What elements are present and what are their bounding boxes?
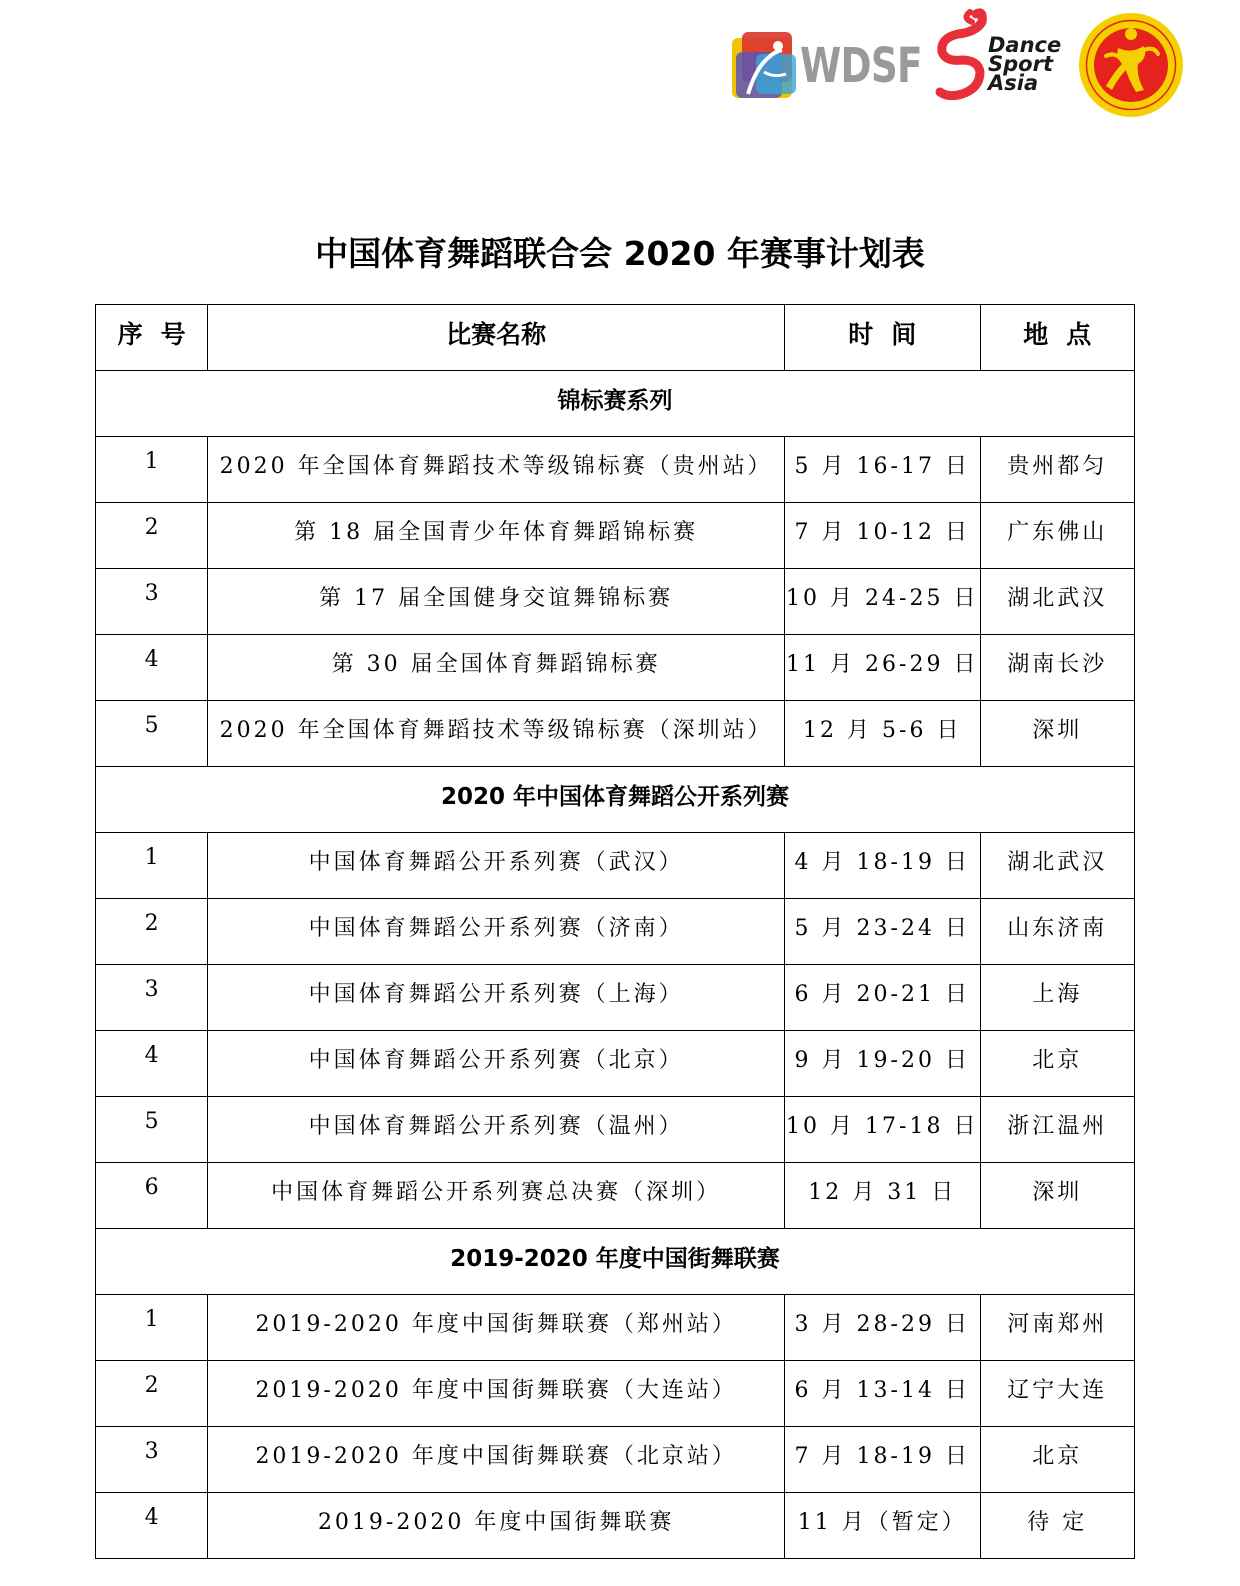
- cell-no: [96, 1493, 208, 1559]
- cell-name: [208, 1493, 785, 1559]
- cell-no: [96, 635, 208, 701]
- cell-place: [980, 1361, 1134, 1427]
- page-title: 中国体育舞蹈联合会 2020 年赛事计划表: [315, 234, 925, 273]
- cell-name: [208, 1097, 785, 1163]
- cell-name: [208, 1295, 785, 1361]
- cell-name: [208, 635, 785, 701]
- cell-name: [208, 1427, 785, 1493]
- cell-no: [96, 1097, 208, 1163]
- cell-place: [980, 965, 1134, 1031]
- cell-place-text: 深圳: [1032, 1180, 1083, 1205]
- cell-time: [784, 635, 980, 701]
- cell-no-text: 3: [144, 977, 159, 1002]
- cell-name: [208, 965, 785, 1031]
- cell-time: [784, 1163, 980, 1229]
- section-row: [96, 371, 1135, 437]
- cell-place: [980, 1097, 1134, 1163]
- table-row: [96, 899, 1135, 965]
- cell-no: [96, 1295, 208, 1361]
- cell-time: [784, 437, 980, 503]
- cell-place: [980, 701, 1134, 767]
- section-title-cell: [96, 767, 1135, 833]
- cell-name-text: 中国体育舞蹈公开系列赛（上海）: [308, 982, 684, 1007]
- cell-place-text: 广东佛山: [1007, 520, 1108, 545]
- cell-time: [784, 1427, 980, 1493]
- cell-no-text: 6: [144, 1175, 159, 1200]
- wdsf-logo: [728, 28, 922, 108]
- cell-name: [208, 1361, 785, 1427]
- cell-time-text: 9 月 19-20 日: [794, 1048, 970, 1073]
- cell-no-text: 1: [144, 1307, 159, 1332]
- cell-name: [208, 1031, 785, 1097]
- table-row: [96, 965, 1135, 1031]
- table-row: [96, 1031, 1135, 1097]
- cell-time-text: 11 月（暂定）: [797, 1510, 967, 1535]
- cell-time-text: 11 月 26-29 日: [786, 652, 979, 677]
- cell-name-text: 2019-2020 年度中国街舞联赛（北京站）: [255, 1444, 737, 1469]
- cell-no: [96, 1427, 208, 1493]
- cell-no: [96, 965, 208, 1031]
- cdsf-seal-logo: [1078, 12, 1184, 118]
- cell-time-text: 12 月 5-6 日: [803, 718, 962, 743]
- cell-no-text: 1: [144, 845, 159, 870]
- cell-no: [96, 437, 208, 503]
- cell-place-text: 湖北武汉: [1007, 850, 1108, 875]
- cell-no-text: 2: [144, 1373, 159, 1398]
- cell-time-text: 7 月 10-12 日: [794, 520, 970, 545]
- cell-place: [980, 899, 1134, 965]
- cell-place-text: 浙江温州: [1007, 1114, 1108, 1139]
- cell-no-text: 4: [144, 1043, 159, 1068]
- table-row: [96, 1097, 1135, 1163]
- cell-no-text: 1: [144, 449, 159, 474]
- cell-time-text: 4 月 18-19 日: [794, 850, 970, 875]
- cell-place: [980, 1163, 1134, 1229]
- cell-name-text: 中国体育舞蹈公开系列赛（温州）: [308, 1114, 684, 1139]
- cell-time-text: 5 月 16-17 日: [794, 454, 970, 479]
- table-row: [96, 1295, 1135, 1361]
- header-place-label: 地点: [1023, 320, 1110, 349]
- cell-name-text: 中国体育舞蹈公开系列赛（北京）: [308, 1048, 684, 1073]
- cell-name: [208, 1163, 785, 1229]
- schedule-body: [96, 371, 1135, 1559]
- cell-no: [96, 1361, 208, 1427]
- dance-sport-asia-logo: [932, 8, 1067, 108]
- table-row: [96, 503, 1135, 569]
- cell-place: [980, 437, 1134, 503]
- table-row: [96, 1163, 1135, 1229]
- cell-name-text: 2020 年全国体育舞蹈技术等级锦标赛（深圳站）: [219, 718, 773, 743]
- cell-name-text: 第 18 届全国青少年体育舞蹈锦标赛: [294, 520, 699, 545]
- cell-time: [784, 503, 980, 569]
- table-row: [96, 437, 1135, 503]
- section-title-cell: [96, 371, 1135, 437]
- cell-place-text: 上海: [1032, 982, 1083, 1007]
- header-name: [208, 305, 785, 371]
- cell-no: [96, 1163, 208, 1229]
- cell-no-text: 2: [144, 911, 159, 936]
- cell-time-text: 12 月 31 日: [808, 1180, 957, 1205]
- cell-no: [96, 701, 208, 767]
- cell-place-text: 待 定: [1027, 1510, 1088, 1535]
- table-row: [96, 833, 1135, 899]
- cell-time-text: 6 月 13-14 日: [794, 1378, 970, 1403]
- cell-no-text: 4: [144, 1505, 159, 1530]
- cell-name: [208, 503, 785, 569]
- cell-place: [980, 503, 1134, 569]
- cell-place-text: 辽宁大连: [1007, 1378, 1108, 1403]
- cell-place: [980, 1031, 1134, 1097]
- cell-time-text: 10 月 24-25 日: [786, 586, 979, 611]
- cell-no-text: 5: [144, 713, 159, 738]
- header-time: [784, 305, 980, 371]
- header-name-label: 比赛名称: [446, 320, 547, 349]
- cell-name-text: 2019-2020 年度中国街舞联赛（大连站）: [255, 1378, 737, 1403]
- cell-no: [96, 833, 208, 899]
- header-no-label: 序号: [117, 320, 204, 349]
- header-no: [96, 305, 208, 371]
- cell-time: [784, 1097, 980, 1163]
- cell-name-text: 中国体育舞蹈公开系列赛总决赛（深圳）: [271, 1180, 722, 1205]
- cell-time: [784, 1031, 980, 1097]
- cell-no-text: 3: [144, 1439, 159, 1464]
- cell-time: [784, 1361, 980, 1427]
- cell-name-text: 2019-2020 年度中国街舞联赛（郑州站）: [255, 1312, 737, 1337]
- cell-name: [208, 701, 785, 767]
- cell-time: [784, 1493, 980, 1559]
- header-place: [980, 305, 1134, 371]
- cell-place: [980, 833, 1134, 899]
- dsa-swirl-icon: [932, 8, 992, 108]
- cell-no: [96, 569, 208, 635]
- cell-place-text: 贵州都匀: [1007, 454, 1108, 479]
- logo-bar: [728, 6, 1198, 118]
- wdsf-emblem-icon: [728, 28, 808, 108]
- section-row: [96, 1229, 1135, 1295]
- cell-place-text: 北京: [1032, 1048, 1083, 1073]
- table-row: [96, 569, 1135, 635]
- table-row: [96, 1493, 1135, 1559]
- section-title: 2019-2020 年度中国街舞联赛: [450, 1246, 780, 1272]
- cell-name-text: 2019-2020 年度中国街舞联赛: [317, 1510, 675, 1535]
- cell-time-text: 6 月 20-21 日: [794, 982, 970, 1007]
- dsa-line-dance: Dance: [988, 33, 1062, 57]
- dsa-line-sport: Sport: [988, 52, 1053, 76]
- cell-time: [784, 899, 980, 965]
- cell-no-text: 5: [144, 1109, 159, 1134]
- cell-name: [208, 899, 785, 965]
- cell-no: [96, 899, 208, 965]
- section-row: [96, 767, 1135, 833]
- table-row: [96, 1427, 1135, 1493]
- cell-place: [980, 569, 1134, 635]
- cell-time-text: 10 月 17-18 日: [786, 1114, 979, 1139]
- cell-time: [784, 569, 980, 635]
- cell-name-text: 2020 年全国体育舞蹈技术等级锦标赛（贵州站）: [219, 454, 773, 479]
- cell-no-text: 4: [144, 647, 159, 672]
- cell-time: [784, 1295, 980, 1361]
- cell-place: [980, 635, 1134, 701]
- section-title: 锦标赛系列: [557, 388, 673, 414]
- cell-place-text: 山东济南: [1007, 916, 1108, 941]
- header-time-label: 时间: [848, 320, 935, 349]
- cell-time-text: 3 月 28-29 日: [794, 1312, 970, 1337]
- cell-no: [96, 503, 208, 569]
- cell-no: [96, 1031, 208, 1097]
- schedule-table: [95, 304, 1135, 1559]
- table-row: [96, 1361, 1135, 1427]
- wdsf-wordmark: WDSF: [800, 38, 922, 94]
- cell-time-text: 7 月 18-19 日: [794, 1444, 970, 1469]
- dsa-wordmark: [988, 33, 1062, 95]
- cell-name-text: 第 17 届全国健身交谊舞锦标赛: [319, 586, 674, 611]
- cell-no-text: 3: [144, 581, 159, 606]
- cell-name-text: 中国体育舞蹈公开系列赛（武汉）: [308, 850, 684, 875]
- cell-time: [784, 701, 980, 767]
- section-title-cell: [96, 1229, 1135, 1295]
- section-title: 2020 年中国体育舞蹈公开系列赛: [440, 784, 790, 810]
- table-row: [96, 701, 1135, 767]
- cell-name-text: 第 30 届全国体育舞蹈锦标赛: [331, 652, 661, 677]
- cell-place-text: 河南郑州: [1007, 1312, 1108, 1337]
- cell-place-text: 北京: [1032, 1444, 1083, 1469]
- dsa-line-asia: Asia: [988, 71, 1039, 95]
- cell-time: [784, 965, 980, 1031]
- cdsf-seal-icon: [1078, 12, 1184, 118]
- cell-place-text: 湖南长沙: [1007, 652, 1108, 677]
- cell-time-text: 5 月 23-24 日: [794, 916, 970, 941]
- cell-name: [208, 569, 785, 635]
- table-header-row: [96, 305, 1135, 371]
- cell-time: [784, 833, 980, 899]
- cell-name: [208, 437, 785, 503]
- cell-place: [980, 1295, 1134, 1361]
- cell-place-text: 深圳: [1032, 718, 1083, 743]
- cell-name: [208, 833, 785, 899]
- cell-name-text: 中国体育舞蹈公开系列赛（济南）: [308, 916, 684, 941]
- table-row: [96, 635, 1135, 701]
- cell-no-text: 2: [144, 515, 159, 540]
- cell-place: [980, 1493, 1134, 1559]
- cell-place: [980, 1427, 1134, 1493]
- cell-place-text: 湖北武汉: [1007, 586, 1108, 611]
